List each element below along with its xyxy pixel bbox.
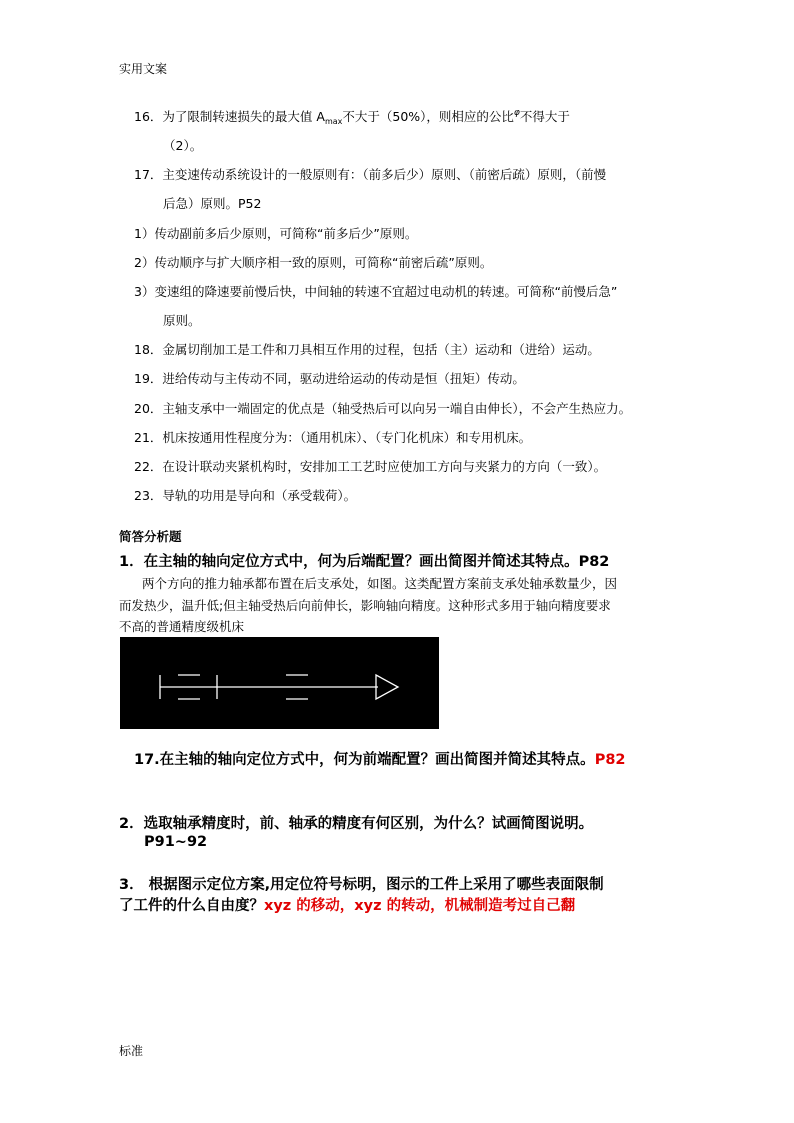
- q17-title: [134, 748, 626, 769]
- diagram-svg: [120, 637, 439, 729]
- item-20: 20．主轴支承中一端固定的优点是（轴受热后可以向另一端自由伸长），不会产生热应力。: [134, 401, 632, 416]
- section-title: 简答分析题: [119, 529, 182, 544]
- item-19: 19．进给传动与主传动不同，驱动进给运动的传动是恒（扭矩）传动。: [134, 371, 525, 386]
- q1-title: 1．在主轴的轴向定位方式中，何为后端配置？画出简图并简述其特点。P82: [119, 554, 610, 570]
- rule-3-line1: 3）变速组的降速要前慢后快，中间轴的转速不宜超过电动机的转速。可简称“前慢后急”: [134, 284, 618, 299]
- page-footer: 标准: [119, 1044, 144, 1058]
- q1-body-line2: 而发热少，温升低;但主轴受热后向前伸长，影响轴向精度。这种形式多用于轴向精度要求: [119, 598, 611, 613]
- item-16-line2: （2）。: [163, 138, 203, 153]
- arrow-head-icon: [376, 675, 398, 699]
- item-17-line1: 17．主变速传动系统设计的一般原则有：（前多后少）原则、（前密后疏）原则，（前慢: [134, 167, 607, 182]
- item-16-sub: max: [324, 117, 343, 126]
- phi-symbol: φ: [513, 108, 520, 118]
- item-16-mid: 不大于（50%），则相应的公比: [342, 109, 514, 124]
- rule-3-line2: 原则。: [163, 313, 201, 328]
- item-16-post: 不得大于: [519, 109, 570, 124]
- item-18: 18．金属切削加工是工件和刀具相互作用的过程，包括（主）运动和（进给）运动。: [134, 342, 600, 357]
- q3-line1: 3． 根据图示定位方案,用定位符号标明，图示的工件上采用了哪些表面限制: [119, 877, 604, 893]
- item-23: 23．导轨的功用是导向和（承受载荷）。: [134, 488, 357, 503]
- item-21: 21．机床按通用性程度分为：（通用机床）、（专门化机床）和专用机床。: [134, 430, 532, 445]
- page-header: 实用文案: [119, 62, 168, 76]
- q17-title-text: 17.在主轴的轴向定位方式中，何为前端配置？画出简图并简述其特点。: [134, 752, 595, 768]
- q3-line2: [119, 894, 575, 915]
- bearing-rear-config-diagram: [120, 637, 439, 729]
- item-16-pre: 16．为了限制转速损失的最大值 A: [134, 109, 325, 124]
- q3-answer: xyz 的移动，xyz 的转动，机械制造考过自己翻: [264, 898, 576, 914]
- q1-body-line1: 两个方向的推力轴承都布置在后支承处，如图。这类配置方案前支承处轴承数量少，因: [142, 576, 618, 591]
- q17-ref: P82: [594, 752, 626, 768]
- item-22: 22．在设计联动夹紧机构时，安排加工工艺时应使加工方向与夹紧力的方向（一致）。: [134, 459, 607, 474]
- q2-line2: P91~92: [144, 834, 208, 850]
- q3-line2-text: 了工件的什么自由度？: [119, 898, 264, 914]
- item-17-line2: 后急）原则。P52: [163, 196, 262, 211]
- rule-2: 2）传动顺序与扩大顺序相一致的原则，可简称“前密后疏”原则。: [134, 255, 493, 270]
- rule-1: 1）传动副前多后少原则，可简称“前多后少”原则。: [134, 226, 418, 241]
- q2-line1: 2．选取轴承精度时，前、轴承的精度有何区别，为什么？试画简图说明。: [119, 816, 594, 832]
- item-16-line1: [134, 107, 570, 126]
- q1-body-line3: 不高的普通精度级机床: [119, 619, 245, 634]
